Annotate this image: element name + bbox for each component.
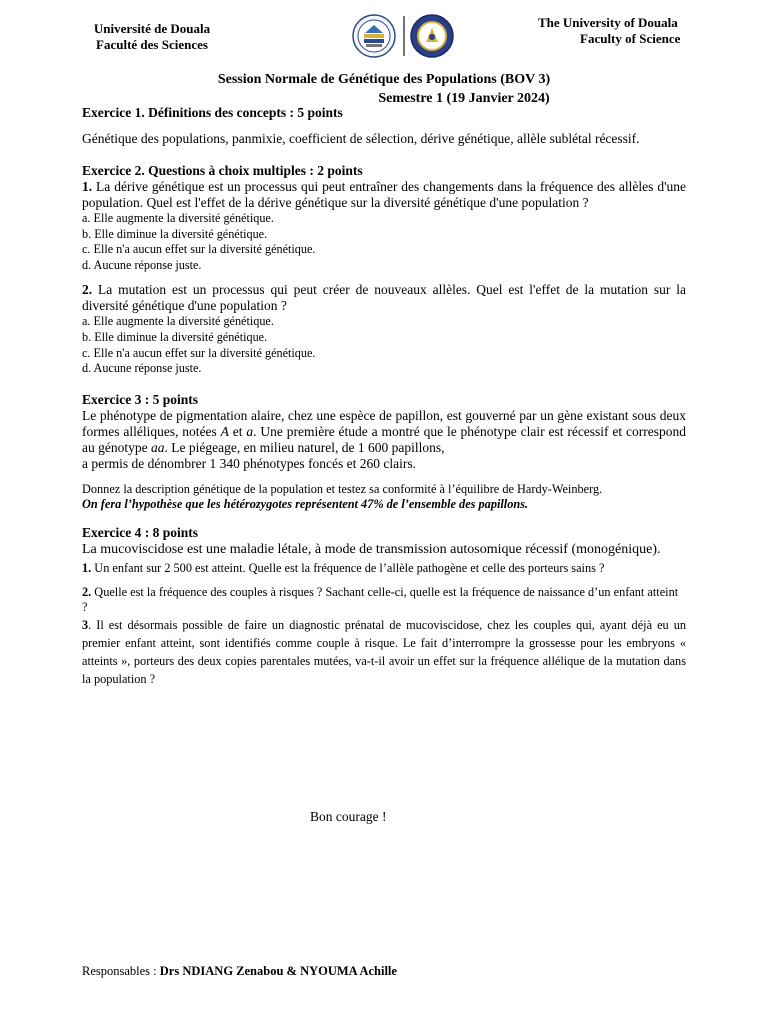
ex4-q2-text: Quelle est la fréquence des couples à risques ? Sachant celle-ci, quelle est la fréquence de naissance d’un enfant atteint ? [82, 584, 679, 615]
ex3-text: . Le piégeage, en milieu naturel, de 1 600 papillons, [164, 439, 445, 455]
option-d: d. Aucune réponse juste. [82, 257, 202, 272]
ex4-q1-number: 1. [82, 560, 92, 575]
exam-title-line1: Session Normale de Génétique des Populations (BOV 3) [217, 72, 551, 87]
option-c: c. Elle n'a aucun effet sur la diversité génétique. [82, 242, 316, 257]
header-left [86, 21, 218, 53]
ex3-paragraph1 [82, 408, 686, 456]
ex2-title: Exercice 2. Questions à choix multiples : 2 points [82, 163, 363, 178]
option-b: b. Elle diminue la diversité génétique. [82, 329, 268, 344]
ex4-title: Exercice 4 : 8 points [82, 524, 198, 540]
ex2-q2-text: La mutation est un processus qui peut créer de nouveaux allèles. Quel est l'effet de la mutation sur la diversité génétique d'une population ? [82, 282, 687, 314]
faculty-name-fr: Faculté des Sciences [96, 37, 208, 52]
ex2-q1-text: La dérive génétique est un processus qui peut entraîner des changements dans la fréquence des allèles d'une population. Quel est l'effet de la dérive génétique sur la diversité génétique d'une population ? [82, 179, 686, 210]
option-c: c. Elle n'a aucun effet sur la diversité génétique. [82, 345, 316, 360]
option-b: b. Elle diminue la diversité génétique. [82, 226, 268, 241]
footer-label: Responsables : [82, 964, 160, 978]
exam-content [82, 105, 686, 688]
ex4-q3 [82, 616, 686, 688]
allele-A: A [220, 423, 229, 439]
faculty-name-en: Faculty of Science [580, 31, 681, 46]
exam-title-line2: Semestre 1 (19 Janvier 2024) [378, 91, 550, 106]
ex4-q3-text: . Il est désormais possible de faire un diagnostic prénatal de mucoviscidose, chez les couples qui, ayant déjà eu un premier enfant atteint, sont identifiés comme couple à risque. Le fait d’interrompre la grossesse pour les embryons « atteints », porteurs des deux copies parentales mutées, va-t-il avoir un effet sur la fréquence allélique de la mutation dans la population ? [82, 617, 686, 686]
genotype-aa: aa [150, 439, 165, 455]
ex4-q1-text: Un enfant sur 2 500 est atteint. Quelle est la fréquence de l’allèle pathogène et celle des porteurs sains ? [91, 560, 605, 575]
ex3-paragraph3: Donnez la description génétique de la population et testez sa conformité à l’équilibre de Hardy-Weinberg. [82, 481, 603, 496]
exam-title [0, 70, 768, 108]
ex4-q2-number: 2. [82, 584, 92, 599]
faculty-seal-icon [411, 15, 453, 57]
option-a: a. Elle augmente la diversité génétique. [82, 314, 274, 329]
closing-message: Bon courage ! [310, 809, 387, 824]
allele-a: a [246, 423, 254, 439]
ex2-q1-number: 1. [82, 179, 93, 194]
university-name-fr: Université de Douala [93, 21, 211, 36]
university-name-en: The University of Douala [538, 15, 678, 30]
ex3-text: Le phénotype de pigmentation alaire, chez une espèce de papillon, est gouverné par un gène existant sous deux formes alléliques, notées [82, 407, 686, 439]
ex1-title: Exercice 1. Définitions des concepts : 5 points [82, 105, 343, 120]
ex2-q2 [82, 282, 686, 314]
logos [352, 12, 460, 60]
ex4-q3-number: 3 [82, 617, 89, 632]
ex3-text: et [228, 423, 247, 439]
ex3-paragraph2: a permis de dénombrer 1 340 phénotypes foncés et 260 clairs. [82, 455, 417, 471]
ex3-hypothesis: On fera l’hypothèse que les hétérozygotes représentent 47% de l’ensemble des papillons. [82, 497, 529, 512]
option-a: a. Elle augmente la diversité génétique. [82, 211, 274, 225]
footer-names: Drs NDIANG Zenabou & NYOUMA Achille [159, 964, 397, 978]
option-d: d. Aucune réponse juste. [82, 361, 202, 376]
ex2-q2-options [82, 314, 686, 376]
ex4-q1 [82, 561, 686, 577]
ex3-text: . Une première étude a montré que le phénotype clair est récessif et correspond au génotype [82, 423, 686, 455]
footer [82, 964, 397, 979]
ex4-q2 [82, 585, 686, 616]
ex3-title: Exercice 3 : 5 points [82, 391, 198, 407]
university-seal-icon [353, 15, 395, 57]
ex2-q1 [82, 179, 686, 211]
ex2-q1-options [82, 211, 686, 273]
ex2-q2-number: 2. [82, 282, 93, 298]
ex4-intro: La mucoviscidose est une maladie létale, à mode de transmission autosomique récessif (monogénique). [82, 541, 661, 557]
header-right [538, 15, 708, 47]
ex1-text: Génétique des populations, panmixie, coefficient de sélection, dérive génétique, allèle sublétal récessif. [82, 131, 640, 146]
